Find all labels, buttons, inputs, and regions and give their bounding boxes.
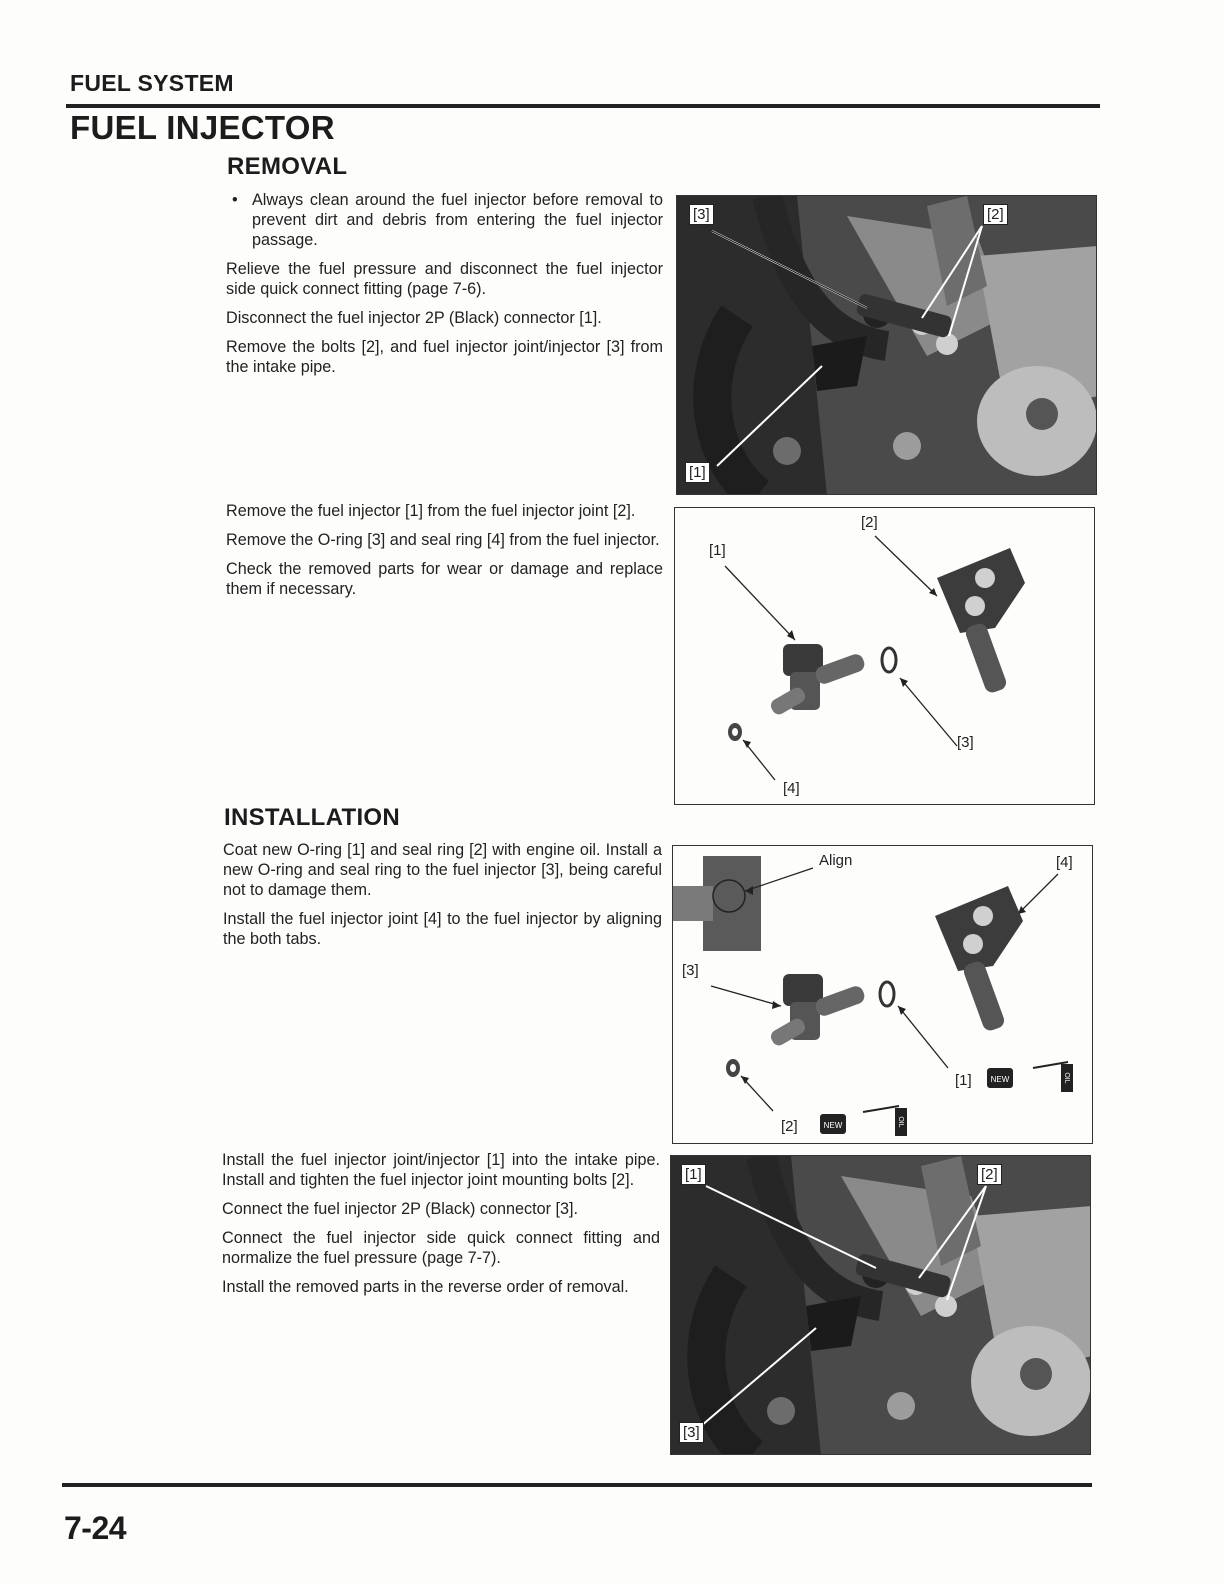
fig3-label-3: [3]	[682, 962, 699, 979]
engine-photo-illustration	[677, 196, 1097, 495]
new-text-2: NEW	[823, 1121, 843, 1130]
installation-photo	[670, 1155, 1091, 1455]
removal-text-block-1	[226, 190, 663, 386]
installation-step-install-into-pipe: Install the fuel injector joint/injector [1] into the intake pipe. Install and tighten the fuel injector joint mounting bolts [2].	[222, 1151, 660, 1189]
removal-step-remove-injector: Remove the fuel injector [1] from the fuel injector joint [2].	[226, 502, 636, 520]
page-number: 7-24	[64, 1510, 127, 1546]
fig1-label-2: [2]	[983, 204, 1008, 225]
installation-step-connect-fitting: Connect the fuel injector side quick connect fitting and normalize the fuel pressure (page 7-7).	[222, 1229, 660, 1267]
removal-parts-drawing	[674, 507, 1095, 805]
fig3-label-2: [2]	[781, 1118, 798, 1135]
fig3-label-4: [4]	[1056, 854, 1073, 871]
fig4-label-2: [2]	[977, 1164, 1002, 1185]
fig2-label-4: [4]	[783, 780, 800, 797]
installation-step-install-joint: Install the fuel injector joint [4] to the fuel injector by aligning the both tabs.	[223, 910, 662, 948]
fig2-label-3: [3]	[957, 734, 974, 751]
fig3-label-1: [1]	[955, 1072, 972, 1089]
removal-step-remove-orings: Remove the O-ring [3] and seal ring [4] from the fuel injector.	[226, 531, 660, 549]
installation-step-coat: Coat new O-ring [1] and seal ring [2] with engine oil. Install a new O-ring and seal ring to the fuel injector [3], being careful not to damage them.	[223, 841, 662, 899]
injector-assembly-illustration	[673, 846, 1093, 1144]
engine-photo-installed-illustration	[671, 1156, 1091, 1455]
installation-text-block-1	[223, 840, 662, 958]
fig3-align-label: Align	[819, 852, 853, 869]
installation-heading: INSTALLATION	[224, 804, 401, 831]
removal-bullet: • Always clean around the fuel injector before removal to prevent dirt and debris from entering the fuel injector passage.	[226, 190, 663, 250]
removal-photo	[676, 195, 1097, 495]
footer-rule	[62, 1483, 1092, 1487]
page-title: FUEL INJECTOR	[70, 109, 335, 146]
installation-step-reverse: Install the removed parts in the reverse order of removal.	[222, 1278, 629, 1296]
removal-heading: REMOVAL	[227, 153, 348, 180]
removal-step-disconnect: Disconnect the fuel injector 2P (Black) connector [1].	[226, 309, 602, 327]
fig4-label-1: [1]	[681, 1164, 706, 1185]
removal-step-relieve: Relieve the fuel pressure and disconnect the fuel injector side quick connect fitting (page 7-6).	[226, 260, 663, 298]
installation-step-connect-connector: Connect the fuel injector 2P (Black) connector [3].	[222, 1200, 579, 1218]
oil-text-2: OIL	[897, 1116, 904, 1128]
fig1-label-1: [1]	[685, 462, 710, 483]
oil-text-1: OIL	[1063, 1072, 1070, 1084]
injector-parts-illustration	[675, 508, 1095, 805]
fig2-label-2: [2]	[861, 514, 878, 531]
header-rule	[66, 104, 1100, 108]
removal-text-block-2	[226, 501, 663, 608]
new-text-1: NEW	[990, 1075, 1010, 1084]
fig1-label-3: [3]	[689, 204, 714, 225]
removal-step-check: Check the removed parts for wear or damage and replace them if necessary.	[226, 560, 663, 598]
installation-parts-drawing	[672, 845, 1093, 1144]
removal-step-remove-bolts: Remove the bolts [2], and fuel injector joint/injector [3] from the intake pipe.	[226, 338, 663, 376]
fig4-label-3: [3]	[679, 1422, 704, 1443]
installation-text-block-2	[222, 1150, 660, 1306]
section-header: FUEL SYSTEM	[70, 70, 234, 96]
fig2-label-1: [1]	[709, 542, 726, 559]
